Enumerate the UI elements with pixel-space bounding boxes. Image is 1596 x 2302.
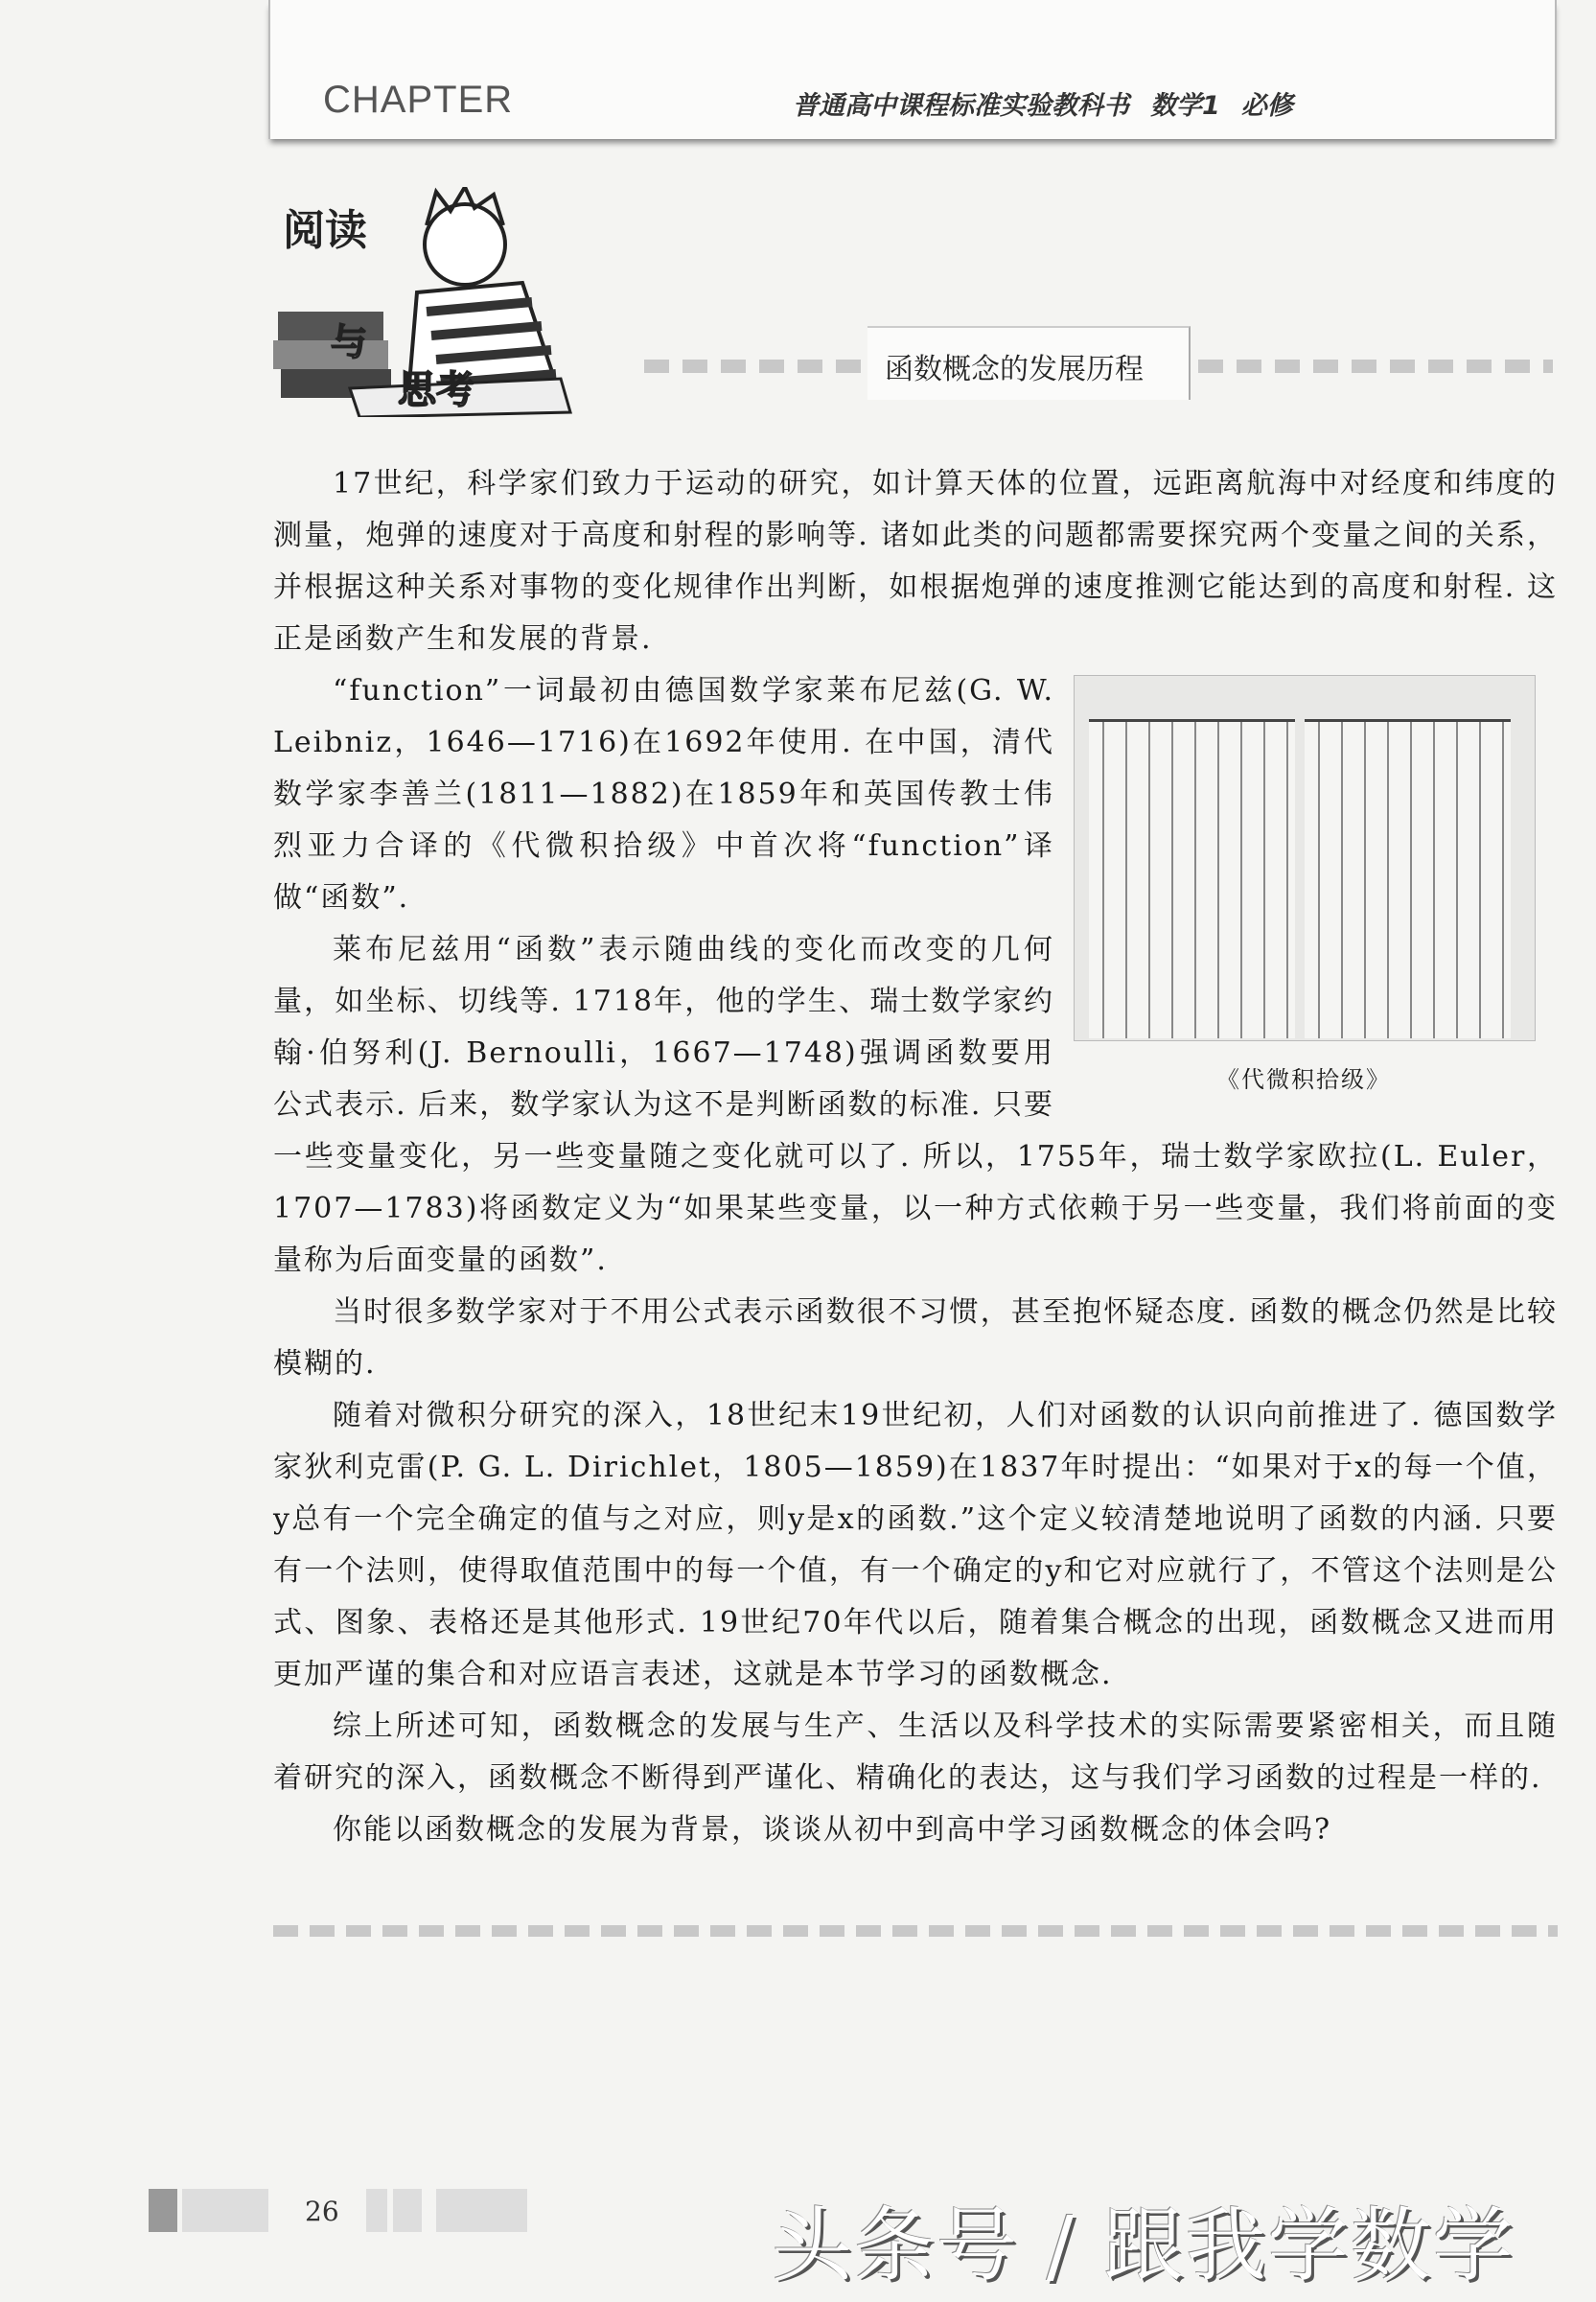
paragraph: “function”一词最初由德国数学家莱布尼兹(G. W. Leibniz，1646—1716)在1692年使用. 在中国，清代数学家李善兰(1811—1882)在1859年和英国传教士伟烈亚力合译的《代微积拾级》中首次将“function”译做“函数”.: [273, 674, 1054, 915]
page-header: [268, 0, 1557, 139]
section-title: 函数概念的发展历程: [885, 353, 1144, 386]
footer-bar: [182, 2189, 268, 2232]
article-body: [273, 458, 1558, 1856]
book-subject: 数学1: [1150, 91, 1220, 121]
book-scan-image: [1074, 675, 1536, 1041]
book-title: [793, 84, 1293, 122]
paragraph: 莱布尼兹用“函数”表示随曲线的变化而改变的几何量，如坐标、切线等. 1718年，他的学生、瑞士数学家约翰·伯努利(J. Bernoulli，1667—1748)强调函数要用公式表示. 后来，数学家认为这不是判断函数的标准. 只要一些变量变化，另一些变量随之变化就可以了. 所以，1755年，瑞士数学家欧拉(L. Euler，1707—1783)将函数定义为“如果某些变量，以一种方式依赖于另一些变量，我们将前面的变量称为后面变量的函数”.: [273, 933, 1558, 1277]
footer-bar: [366, 2189, 387, 2232]
footer-bar: [149, 2189, 177, 2232]
svg-text:与: 与: [331, 321, 368, 363]
book-figure: [1074, 675, 1558, 1126]
book-type: 必修: [1240, 91, 1293, 121]
paragraph: 当时很多数学家对于不用公式表示函数很不习惯，甚至抱怀疑态度. 函数的概念仍然是比较模糊的.: [273, 1295, 1558, 1381]
paragraph: 你能以函数概念的发展为背景，谈谈从初中到高中学习函数概念的体会吗?: [333, 1813, 1332, 1847]
paragraph: 17世纪，科学家们致力于运动的研究，如计算天体的位置，远距离航海中对经度和纬度的测量，炮弹的速度对于高度和射程的影响等. 诸如此类的问题都需要探究两个变量之间的关系，并根据这种关系对事物的变化规律作出判断，如根据炮弹的速度推测它能达到的高度和射程. 这正是函数产生和发展的背景.: [273, 467, 1558, 656]
footer-bar: [436, 2189, 527, 2232]
figure-caption: 《代微积拾级》: [1216, 1066, 1391, 1093]
book-series: 普通高中课程标准实验教科书: [793, 91, 1129, 121]
paragraph: 随着对微积分研究的深入，18世纪末19世纪初，人们对函数的认识向前推进了. 德国数学家狄利克雷(P. G. L. Dirichlet，1805—1859)在1837年时提出：“如果对于x的每一个值，y总有一个完全确定的值与之对应，则y是x的函数.”这个定义较清楚地说明了函数的内涵. 只要有一个法则，使得取值范围中的每一个值，有一个确定的y和它对应就行了，不管这个法则是公式、图象、表格还是其他形式. 19世纪70年代以后，随着集合概念的出现，函数概念又进而用更加严谨的集合和对应语言表述，这就是本节学习的函数概念.: [273, 1399, 1558, 1691]
page-number: 26: [305, 2196, 339, 2227]
reading-and-thinking-logo: [273, 187, 637, 417]
decorative-stripe: [644, 360, 865, 373]
section-title-box: [867, 326, 1191, 400]
svg-text:思考: 思考: [398, 368, 474, 412]
footer-bar: [393, 2189, 422, 2232]
decorative-stripe: [1198, 360, 1553, 373]
chapter-label: CHAPTER: [323, 79, 514, 121]
paragraph: 综上所述可知，函数概念的发展与生产、生活以及科学技术的实际需要紧密相关，而且随着研究的深入，函数概念不断得到严谨化、精确化的表达，这与我们学习函数的过程是一样的.: [273, 1709, 1558, 1795]
svg-text:阅读: 阅读: [283, 206, 367, 255]
section-end-divider: [273, 1925, 1558, 1937]
watermark: 头条号 / 跟我学数学: [772, 2198, 1515, 2292]
